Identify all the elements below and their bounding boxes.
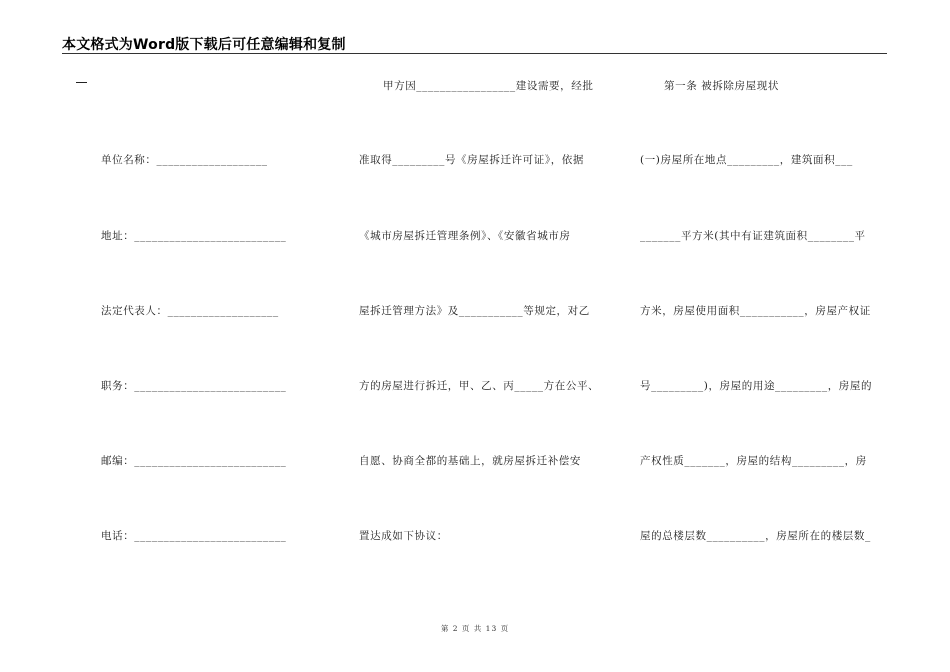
page-number: 第 2 页 共 13 页 [440, 624, 510, 633]
paragraph-line: 置达成如下协议： [359, 530, 448, 542]
phone-line: 电话：__________________________ [101, 530, 287, 542]
paragraph-line: (一)房屋所在地点_________，建筑面积___ [640, 154, 853, 166]
position-line: 职务：__________________________ [101, 380, 287, 392]
paragraph-line: _______平方米(其中有证建筑面积________平 [640, 230, 866, 242]
leading-dash [76, 82, 87, 83]
paragraph-line: 方米，房屋使用面积___________，房屋产权证 [640, 305, 871, 317]
paragraph-line: 产权性质_______，房屋的结构_________，房 [640, 455, 867, 467]
paragraph-line: 甲方因_________________建设需要，经批 [383, 80, 594, 92]
legal-representative-line: 法定代表人：___________________ [101, 305, 279, 317]
paragraph-line: 自愿、协商全都的基础上，就房屋拆迁补偿安 [359, 455, 581, 467]
paragraph-line: 准取得_________号《房屋拆迁许可证》，依据 [359, 154, 584, 166]
unit-name-line: 单位名称：___________________ [101, 154, 268, 166]
document-header-title: 本文格式为Word版下载后可任意编辑和复制 [62, 37, 346, 53]
paragraph-line: 屋的总楼层数__________，房屋所在的楼层数_ [640, 530, 871, 542]
address-line: 地址：__________________________ [101, 230, 287, 242]
paragraph-line: 屋拆迁管理方法》及___________等规定，对乙 [359, 305, 590, 317]
paragraph-line: 方的房屋进行拆迁，甲、乙、丙_____方在公平、 [359, 380, 600, 392]
postcode-line: 邮编：__________________________ [101, 455, 287, 467]
header-divider [62, 53, 887, 54]
article-heading: 第一条 被拆除房屋现状 [664, 80, 779, 92]
paragraph-line: 《城市房屋拆迁管理条例》、《安徽省城市房 [359, 230, 571, 242]
paragraph-line: 号_________)，房屋的用途_________，房屋的 [640, 380, 873, 392]
